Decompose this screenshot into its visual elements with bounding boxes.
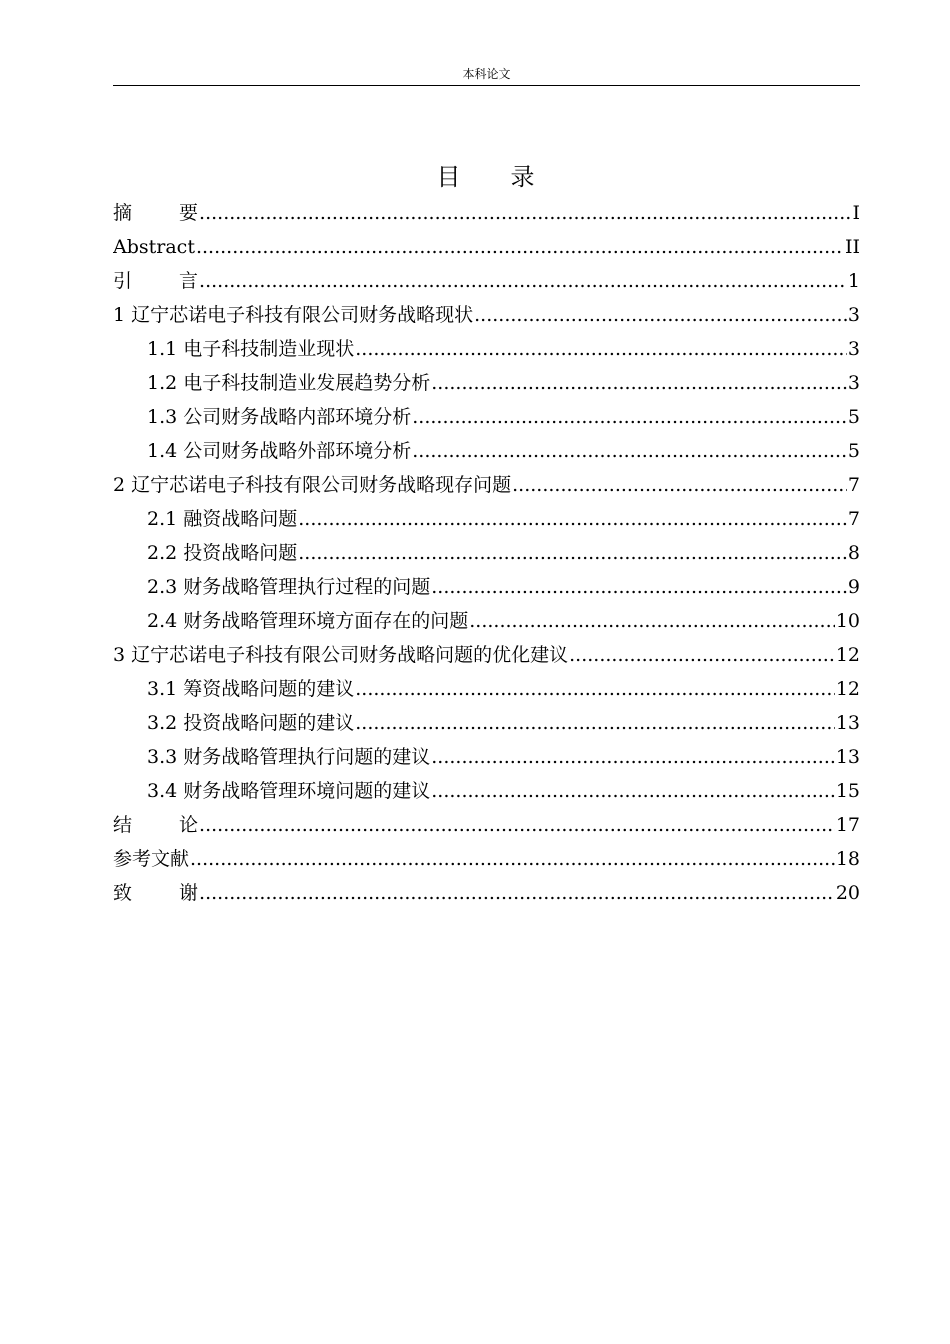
toc-entry-label: 3.4 财务战略管理环境问题的建议 bbox=[147, 780, 431, 802]
toc-entry-page: 13 bbox=[835, 746, 860, 768]
toc-leader-dots bbox=[199, 808, 835, 842]
toc-entry-label: 3.3 财务战略管理执行问题的建议 bbox=[147, 746, 431, 768]
toc-entry-section-3-3[interactable] bbox=[113, 740, 860, 774]
toc-leader-dots bbox=[355, 672, 835, 706]
toc-entry-acknowledgements[interactable] bbox=[113, 876, 860, 910]
toc-leader-dots bbox=[469, 604, 835, 638]
toc-leader-dots bbox=[199, 196, 851, 230]
toc-entry-label: 2.2 投资战略问题 bbox=[147, 542, 298, 564]
toc-entry-page: 10 bbox=[835, 610, 860, 632]
toc-entry-label: 参考文献 bbox=[113, 848, 190, 870]
toc-entry-page: 3 bbox=[847, 338, 860, 360]
toc-entry-label: 1.2 电子科技制造业发展趋势分析 bbox=[147, 372, 431, 394]
toc-entry-section-2-3[interactable] bbox=[113, 570, 860, 604]
toc-leader-dots bbox=[355, 332, 847, 366]
toc-entry-introduction[interactable] bbox=[113, 264, 860, 298]
toc-entry-abstract-cn[interactable] bbox=[113, 196, 860, 230]
toc-entry-chapter-1[interactable] bbox=[113, 298, 860, 332]
toc-entry-section-2-2[interactable] bbox=[113, 536, 860, 570]
toc-entry-page: I bbox=[852, 202, 860, 224]
toc-entry-section-1-1[interactable] bbox=[113, 332, 860, 366]
toc-entry-page: 3 bbox=[847, 304, 860, 326]
toc-entry-page: 17 bbox=[835, 814, 860, 836]
toc-entry-chapter-3[interactable] bbox=[113, 638, 860, 672]
toc-leader-dots bbox=[190, 842, 835, 876]
toc-leader-dots bbox=[199, 264, 847, 298]
toc-title-left: 目 bbox=[436, 163, 463, 191]
toc-leader-dots bbox=[431, 366, 847, 400]
toc-leader-dots bbox=[431, 740, 835, 774]
toc-entry-chapter-2[interactable] bbox=[113, 468, 860, 502]
toc-entry-section-3-4[interactable] bbox=[113, 774, 860, 808]
toc-leader-dots bbox=[431, 774, 835, 808]
toc-leader-dots bbox=[412, 434, 847, 468]
toc-entry-label: 2.4 财务战略管理环境方面存在的问题 bbox=[147, 610, 469, 632]
toc-entry-page: 18 bbox=[835, 848, 860, 870]
toc-entry-label: 引 言 bbox=[113, 270, 199, 292]
toc-entry-label: 致 谢 bbox=[113, 882, 199, 904]
toc-entry-section-1-4[interactable] bbox=[113, 434, 860, 468]
toc-leader-dots bbox=[298, 502, 847, 536]
toc-entry-abstract-en[interactable] bbox=[113, 230, 860, 264]
toc-entry-label: 结 论 bbox=[113, 814, 199, 836]
toc-entry-section-2-1[interactable] bbox=[113, 502, 860, 536]
toc-entry-conclusion[interactable] bbox=[113, 808, 860, 842]
toc-entry-label: 1.3 公司财务战略内部环境分析 bbox=[147, 406, 412, 428]
toc-leader-dots bbox=[512, 468, 847, 502]
toc-entry-page: 12 bbox=[835, 678, 860, 700]
toc-entry-label: 2.3 财务战略管理执行过程的问题 bbox=[147, 576, 431, 598]
toc-leader-dots bbox=[199, 876, 835, 910]
toc-entry-section-1-2[interactable] bbox=[113, 366, 860, 400]
toc-entry-page: 15 bbox=[835, 780, 860, 802]
toc-entry-label: Abstract bbox=[113, 236, 195, 258]
toc-entry-label: 1.1 电子科技制造业现状 bbox=[147, 338, 355, 360]
toc-entry-section-1-3[interactable] bbox=[113, 400, 860, 434]
toc-entry-page: 9 bbox=[847, 576, 860, 598]
toc-entry-page: 3 bbox=[847, 372, 860, 394]
toc-entry-label: 2.1 融资战略问题 bbox=[147, 508, 298, 530]
toc-entry-references[interactable] bbox=[113, 842, 860, 876]
toc-entry-page: 13 bbox=[835, 712, 860, 734]
toc-entry-page: 5 bbox=[847, 406, 860, 428]
toc-title-right: 录 bbox=[510, 163, 537, 191]
toc-entry-page: 20 bbox=[835, 882, 860, 904]
toc-title bbox=[113, 160, 860, 194]
toc-leader-dots bbox=[474, 298, 847, 332]
toc-leader-dots bbox=[298, 536, 847, 570]
toc-leader-dots bbox=[196, 230, 844, 264]
toc-entry-section-3-2[interactable] bbox=[113, 706, 860, 740]
toc-entry-page: 7 bbox=[847, 508, 860, 530]
toc-entry-page: 7 bbox=[847, 474, 860, 496]
toc-entry-section-2-4[interactable] bbox=[113, 604, 860, 638]
header-rule bbox=[113, 85, 860, 86]
toc-entry-label: 3.1 筹资战略问题的建议 bbox=[147, 678, 355, 700]
toc-entry-page: 5 bbox=[847, 440, 860, 462]
toc-entry-label: 2 辽宁芯诺电子科技有限公司财务战略现存问题 bbox=[113, 474, 512, 496]
running-header: 本科论文 bbox=[462, 67, 511, 81]
toc-leader-dots bbox=[569, 638, 835, 672]
toc-leader-dots bbox=[412, 400, 847, 434]
toc-entry-page: 12 bbox=[835, 644, 860, 666]
toc-entry-label: 摘 要 bbox=[113, 202, 199, 224]
toc-entry-label: 1.4 公司财务战略外部环境分析 bbox=[147, 440, 412, 462]
toc-entry-page: 8 bbox=[847, 542, 860, 564]
toc-leader-dots bbox=[355, 706, 835, 740]
toc-leader-dots bbox=[431, 570, 847, 604]
toc-entry-section-3-1[interactable] bbox=[113, 672, 860, 706]
toc-list bbox=[113, 196, 860, 910]
toc-entry-page: II bbox=[844, 236, 860, 258]
toc-entry-label: 3.2 投资战略问题的建议 bbox=[147, 712, 355, 734]
toc-entry-page: 1 bbox=[847, 270, 860, 292]
toc-entry-label: 1 辽宁芯诺电子科技有限公司财务战略现状 bbox=[113, 304, 474, 326]
toc-entry-label: 3 辽宁芯诺电子科技有限公司财务战略问题的优化建议 bbox=[113, 644, 569, 666]
